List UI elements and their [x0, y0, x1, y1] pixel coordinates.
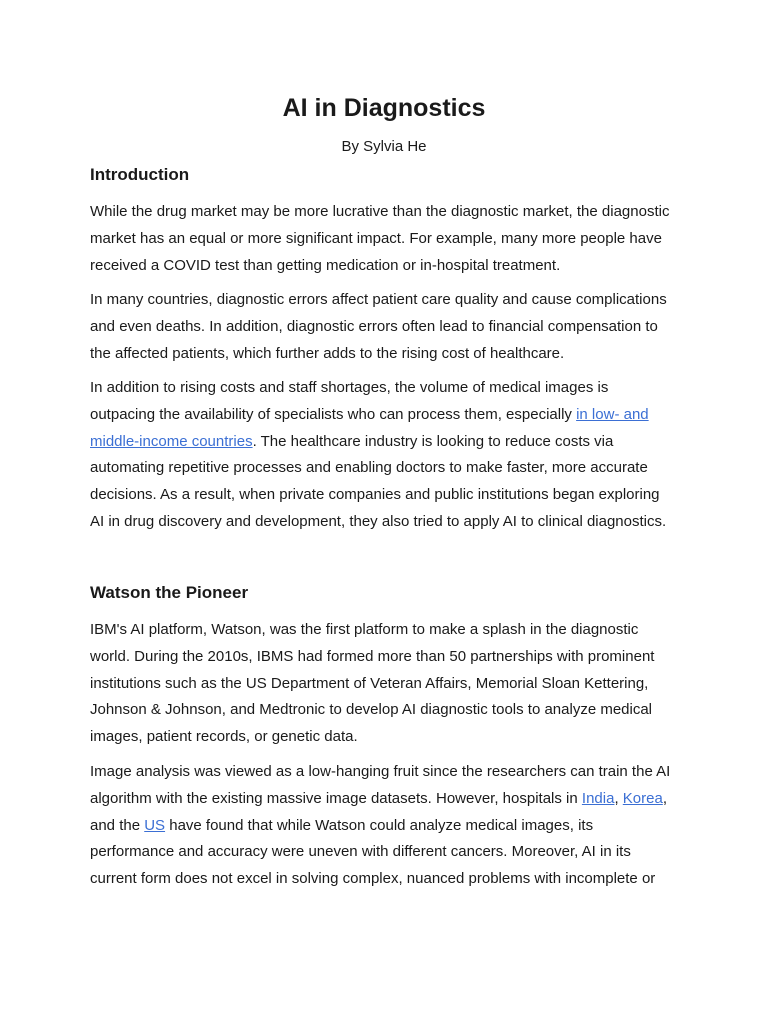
text-run: In many countries, diagnostic errors affect patient care quality and cause complications	[90, 291, 667, 308]
text-line	[90, 455, 690, 482]
text-line	[90, 402, 690, 429]
text-line	[90, 287, 690, 314]
author-byline: By Sylvia He	[341, 138, 427, 155]
text-run: decisions. As a result, when private companies and public institutions began exploring	[90, 486, 660, 504]
document-title: AI in Diagnostics	[282, 94, 486, 122]
text-run: performance and accuracy were uneven with different cancers. Moreover, AI in its	[90, 843, 631, 861]
text-run: While the drug market may be more lucrative than the diagnostic market, the diagnostic	[90, 203, 670, 220]
text-run: ,	[662, 789, 667, 807]
text-run: images, patient records, or genetic data.	[90, 728, 358, 746]
text-run: current form does not excel in solving complex, nuanced problems with incomplete or	[90, 870, 656, 888]
paragraph	[90, 287, 690, 367]
text-run: received a COVID test than getting medication or in-hospital treatment.	[90, 256, 561, 274]
text-run: Image analysis was viewed as a low-hanging fruit since the researchers can train the AI	[90, 763, 671, 780]
text-line	[90, 866, 690, 893]
text-run: algorithm with the existing massive image datasets. However, hospitals in	[90, 789, 582, 807]
hyperlink[interactable]: Korea	[622, 789, 663, 807]
text-line	[90, 786, 690, 813]
paragraph	[90, 199, 690, 279]
hyperlink[interactable]: India	[581, 789, 615, 807]
text-line	[90, 253, 690, 280]
text-line	[90, 226, 690, 253]
text-run: and the	[90, 816, 145, 834]
paragraph	[90, 759, 690, 893]
text-run: In addition to rising costs and staff shortages, the volume of medical images is	[90, 379, 609, 396]
text-line	[90, 644, 690, 671]
hyperlink[interactable]: in low- and	[576, 405, 649, 423]
text-run: IBM's AI platform, Watson, was the first platform to make a splash in the diagnostic	[90, 621, 639, 638]
text-run: and even deaths. In addition, diagnostic errors often lead to financial compensation to	[90, 317, 658, 335]
text-run: the affected patients, which further adds to the rising cost of healthcare.	[90, 344, 565, 362]
section-heading-watson-the-pioneer: Watson the Pioneer	[90, 583, 249, 602]
text-line	[90, 671, 690, 698]
text-line	[90, 617, 690, 644]
paragraph	[90, 617, 690, 751]
text-line	[90, 314, 690, 341]
text-line	[90, 341, 690, 368]
text-line	[90, 482, 690, 509]
text-line	[90, 813, 690, 840]
text-line	[90, 697, 690, 724]
section-heading-introduction: Introduction	[90, 165, 190, 184]
hyperlink[interactable]: US	[144, 816, 166, 834]
text-line	[90, 724, 690, 751]
text-line	[90, 759, 690, 786]
text-line	[90, 429, 690, 456]
text-line	[90, 375, 690, 402]
text-run: Johnson & Johnson, and Medtronic to develop AI diagnostic tools to analyze medical	[90, 701, 653, 719]
text-line	[90, 509, 690, 536]
text-run: ,	[614, 789, 623, 807]
text-line	[90, 839, 690, 866]
text-run: have found that while Watson could analyze medical images, its	[165, 816, 594, 834]
text-line	[90, 199, 690, 226]
hyperlink[interactable]: middle-income countries	[90, 432, 253, 450]
text-run: world. During the 2010s, IBMS had formed more than 50 partnerships with prominent	[90, 647, 655, 665]
text-run: outpacing the availability of specialists who can process them, especially	[90, 405, 577, 423]
text-run: AI in drug discovery and development, they also tried to apply AI to clinical diagnostics.	[90, 512, 667, 530]
text-run: market has an equal or more significant impact. For example, many more people have	[90, 229, 662, 247]
paragraph	[90, 375, 690, 536]
text-run: automating repetitive processes and enabling doctors to make faster, more accurate	[90, 459, 648, 477]
text-run: institutions such as the US Department of Veteran Affairs, Memorial Sloan Kettering,	[90, 674, 649, 692]
text-run: . The healthcare industry is looking to reduce costs via	[252, 432, 614, 450]
